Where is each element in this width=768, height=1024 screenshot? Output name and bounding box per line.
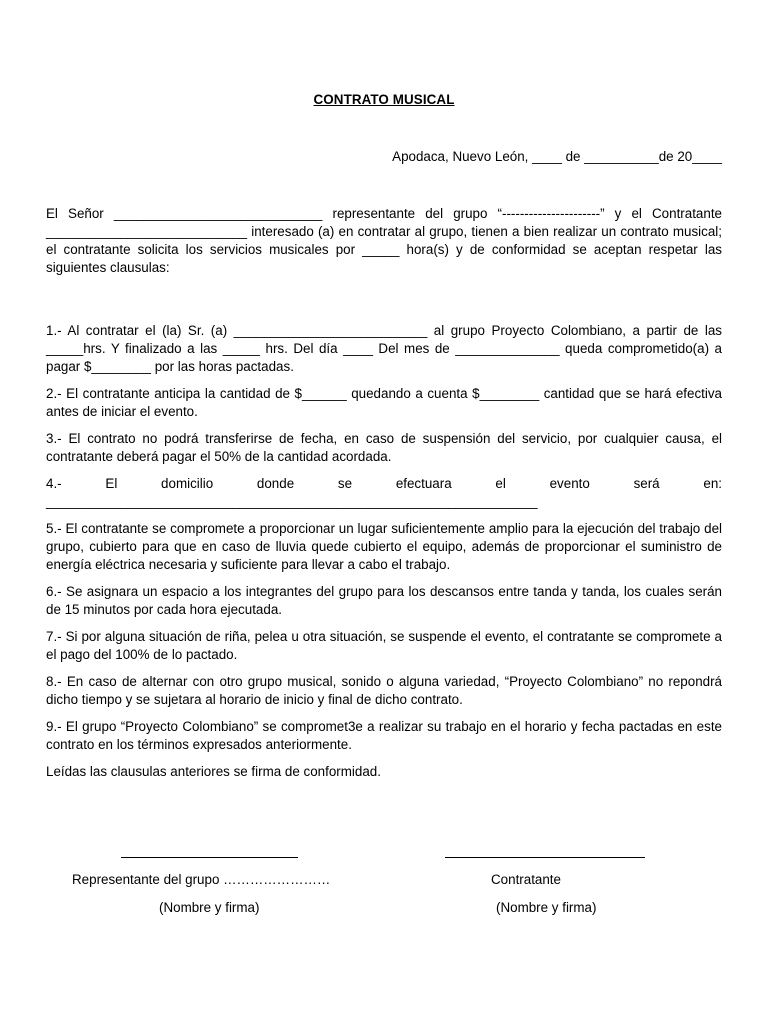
clause-1: 1.- Al contratar el (la) Sr. (a) __________________________ al grupo Proyecto Colombiano, a partir de las _____hrs. Y finalizado a las _____ hrs. Del día ____ Del mes de ______________ queda comprometido(a) a pagar $________ por las horas pactadas.: [46, 323, 722, 374]
right-signature-label: Contratante: [491, 872, 561, 887]
clause-6: 6.- Se asignara un espacio a los integrantes del grupo para los descansos entre tanda y tanda, los cuales serán de 15 minutos por cada hora ejecutada.: [46, 584, 722, 617]
contract-title: CONTRATO MUSICAL: [313, 92, 455, 107]
contract-body: [46, 205, 722, 790]
left-signature-label: Representante del grupo ……………………: [72, 872, 331, 887]
clause-5: 5.- El contratante se compromete a proporcionar un lugar suficientemente amplio para la ejecución del trabajo del grupo, cubierto para que en caso de lluvia quede cubierto el equipo, además de proporcionar el suministro de energía eléctrica necesaria y suficiente para llevar a cabo el trabajo.: [46, 521, 722, 572]
clause-2: 2.- El contratante anticipa la cantidad de $______ quedando a cuenta $________ cantidad que se hará efectiva antes de iniciar el evento.: [46, 386, 722, 419]
place-date-line: Apodaca, Nuevo León, ____ de __________de 20____: [392, 149, 722, 164]
right-signature-sublabel: (Nombre y firma): [496, 900, 597, 915]
intro-paragraph: El Señor ____________________________ representante del grupo “----------------------” y el Contratante ___________________________ interesado (a) en contratar al grupo, tienen a bien realizar un contrato musical; el contratante solicita los servicios musicales por _____ hora(s) y de conformidad se aceptan respetar las siguientes clausulas:: [46, 206, 722, 275]
closing-statement: Leídas las clausulas anteriores se firma de conformidad.: [46, 764, 381, 779]
clause-8: 8.- En caso de alternar con otro grupo musical, sonido o alguna variedad, “Proyecto Colombiano” no repondrá dicho tiempo y se sujetara al horario de inicio y final de dicho contrato.: [46, 674, 722, 707]
clause-3: 3.- El contrato no podrá transferirse de fecha, en caso de suspensión del servicio, por cualquier causa, el contratante deberá pagar el 50% de la cantidad acordada.: [46, 431, 722, 464]
clause-9: 9.- El grupo “Proyecto Colombiano” se compromet3e a realizar su trabajo en el horario y fecha pactadas en este contrato en los términos expresados anteriormente.: [46, 719, 722, 752]
right-signature-line: [445, 857, 645, 858]
clause-4: 4.- El domicilio donde se efectuara el evento será en:: [46, 476, 722, 491]
left-signature-line: [121, 857, 298, 858]
left-signature-sublabel: (Nombre y firma): [159, 900, 260, 915]
clause-4-address-line: __________________________________________________________________: [46, 494, 538, 509]
clause-7: 7.- Si por alguna situación de riña, pelea u otra situación, se suspende el evento, el contratante se compromete a el pago del 100% de lo pactado.: [46, 629, 722, 662]
